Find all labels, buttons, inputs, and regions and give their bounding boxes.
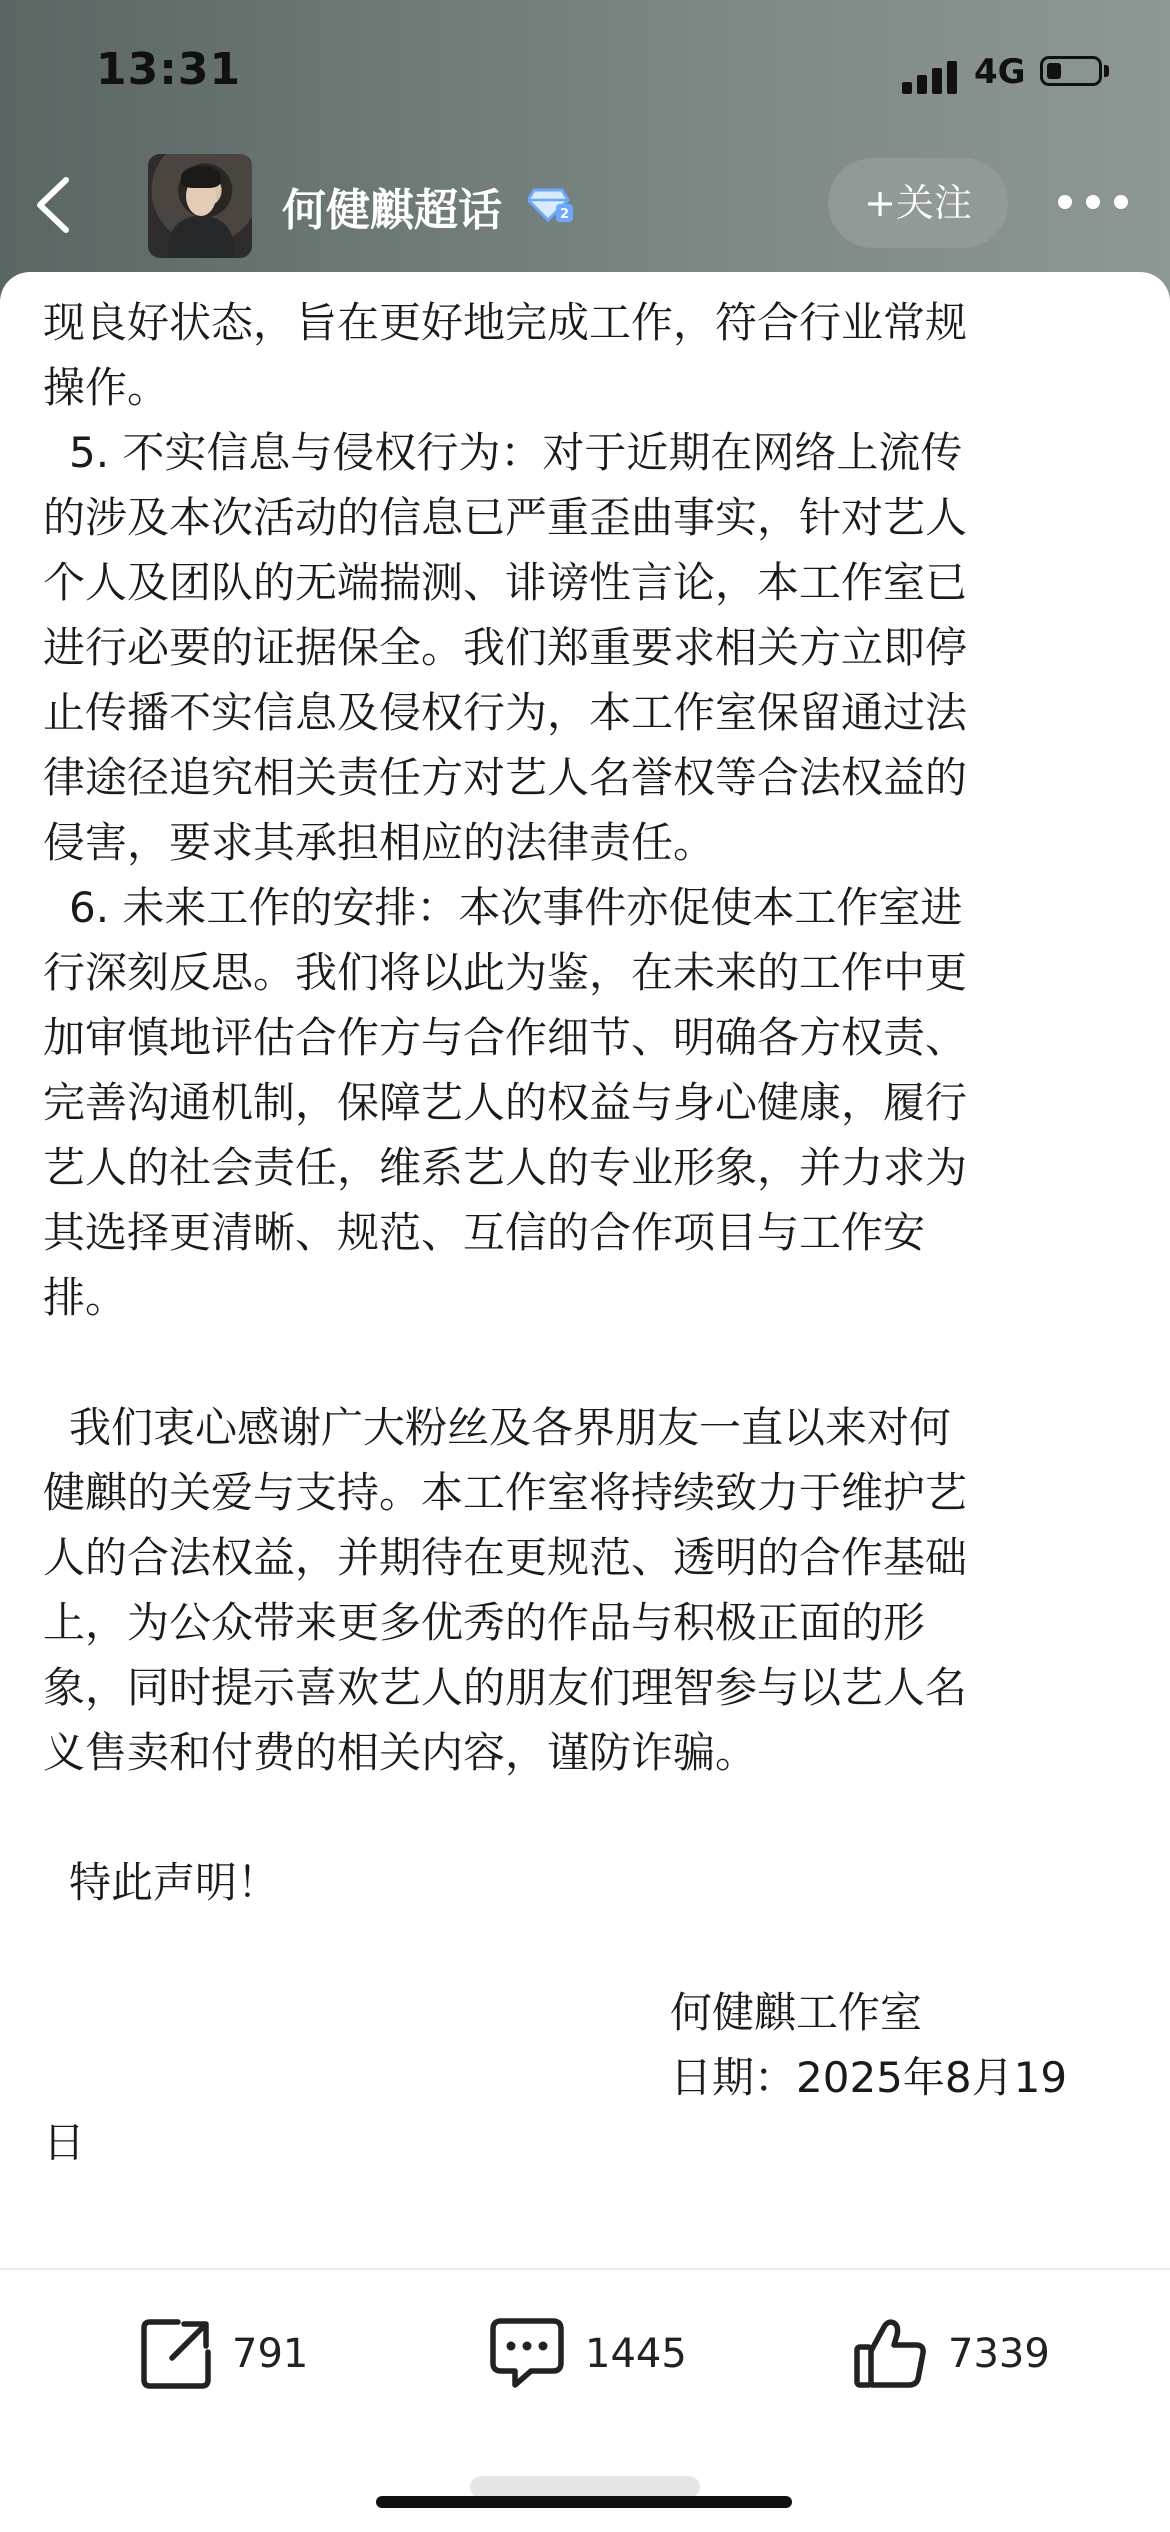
- home-indicator[interactable]: [376, 2496, 792, 2508]
- chevron-left-icon: [26, 170, 86, 240]
- post-line: 进行必要的证据保全。我们郑重要求相关方立即停: [43, 623, 968, 672]
- repost-count: 791: [232, 2331, 309, 2377]
- network-type: 4G: [974, 52, 1026, 92]
- nav-bar: [0, 150, 1170, 260]
- post-line: 义售卖和付费的相关内容，谨防诈骗。: [43, 1728, 758, 1777]
- post-line: 健麒的关爱与支持。本工作室将持续致力于维护艺: [43, 1468, 968, 1517]
- svg-text:2: 2: [559, 207, 570, 222]
- post-line: 现良好状态，旨在更好地完成工作，符合行业常规: [43, 298, 968, 347]
- more-dots-icon[interactable]: [1058, 190, 1130, 216]
- comment-count: 1445: [585, 2331, 687, 2377]
- post-line: 操作。: [43, 363, 170, 412]
- post-line: 止传播不实信息及侵权行为，本工作室保留通过法: [43, 688, 968, 737]
- post-line: 完善沟通机制，保障艺人的权益与身心健康，履行: [43, 1078, 968, 1127]
- back-button[interactable]: [26, 170, 86, 240]
- post-line: 象，同时提示喜欢艺人的朋友们理智参与以艺人名: [43, 1663, 968, 1712]
- like-button[interactable]: [852, 2314, 1050, 2394]
- post-line: 特此声明！: [69, 1858, 280, 1907]
- battery-tip: [1104, 65, 1109, 77]
- avatar[interactable]: [148, 154, 252, 258]
- signature-date: 日期：2025年8月19: [670, 2053, 1068, 2102]
- like-count: 7339: [948, 2331, 1050, 2377]
- post-line: 行深刻反思。我们将以此为鉴，在未来的工作中更: [43, 948, 968, 997]
- watermark: [470, 2476, 700, 2498]
- status-time: 13:31: [96, 44, 242, 95]
- thumbs-up-icon: [852, 2315, 930, 2393]
- page-title[interactable]: 何健麒超话: [282, 185, 502, 236]
- follow-button[interactable]: +关注: [828, 158, 1008, 248]
- comment-icon: [487, 2315, 567, 2393]
- cellular-signal-icon: [902, 60, 958, 94]
- post-line: 个人及团队的无端揣测、诽谤性言论，本工作室已: [43, 558, 968, 607]
- post-line: 侵害，要求其承担相应的法律责任。: [43, 818, 716, 867]
- post-content: [0, 272, 1170, 2268]
- action-bar: [0, 2268, 1170, 2532]
- battery-icon: [1040, 56, 1102, 86]
- post-text: [43, 290, 1135, 2175]
- status-bar: [0, 0, 1170, 150]
- post-line: 日: [43, 2118, 86, 2167]
- super-topic-diamond-icon: [528, 184, 574, 224]
- signature-studio: 何健麒工作室: [670, 1988, 923, 2037]
- share-icon: [138, 2316, 214, 2392]
- post-line: 我们衷心感谢广大粉丝及各界朋友一直以来对何: [69, 1403, 952, 1452]
- post-line: 律途径追究相关责任方对艺人名誉权等合法权益的: [43, 753, 968, 802]
- comment-button[interactable]: [487, 2314, 687, 2394]
- post-line: 排。: [43, 1273, 128, 1322]
- post-line: 上，为公众带来更多优秀的作品与积极正面的形: [43, 1598, 926, 1647]
- post-line: 5. 不实信息与侵权行为：对于近期在网络上流传: [69, 428, 963, 477]
- post-line: 的涉及本次活动的信息已严重歪曲事实，针对艺人: [43, 493, 968, 542]
- post-line: 加审慎地评估合作方与合作细节、明确各方权责、: [43, 1013, 968, 1062]
- battery-level: [1047, 63, 1061, 79]
- post-line: 艺人的社会责任，维系艺人的专业形象，并力求为: [43, 1143, 968, 1192]
- post-line: 6. 未来工作的安排：本次事件亦促使本工作室进: [69, 883, 963, 932]
- post-line: 其选择更清晰、规范、互信的合作项目与工作安: [43, 1208, 926, 1257]
- repost-button[interactable]: [138, 2314, 308, 2394]
- post-line: 人的合法权益，并期待在更规范、透明的合作基础: [43, 1533, 968, 1582]
